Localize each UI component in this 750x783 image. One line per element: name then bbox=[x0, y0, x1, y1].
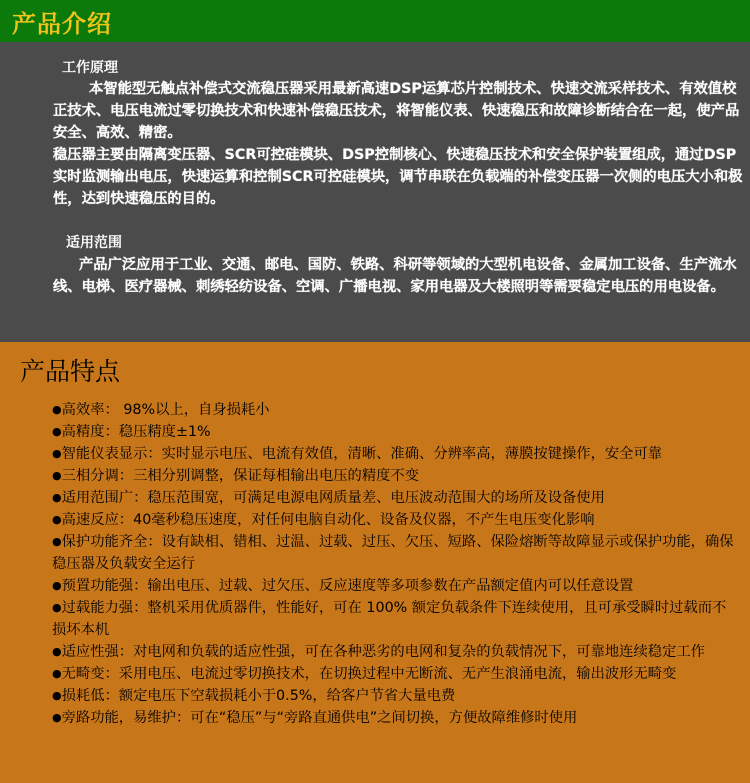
bullet-icon: ● bbox=[52, 579, 62, 592]
feature-item bbox=[52, 575, 738, 597]
feature-text: 高速反应：40毫秒稳压速度，对任何电脑自动化、设备及仪器，不产生电压变化影响 bbox=[61, 512, 595, 528]
feature-item bbox=[52, 465, 738, 487]
page-title: 产品介绍 bbox=[12, 10, 112, 38]
bullet-icon: ● bbox=[52, 425, 62, 438]
bullet-icon: ● bbox=[52, 535, 62, 548]
header-bar bbox=[0, 0, 750, 42]
bullet-icon: ● bbox=[52, 403, 62, 416]
feature-item bbox=[52, 531, 738, 575]
scope-paragraph: 产品广泛应用于工业、交通、邮电、国防、铁路、科研等领域的大型机电设备、金属加工设备、生产流水线、电梯、医疗器械、刺绣轻纺设备、空调、广播电视、家用电器及大楼照明等需要稳定电压的用电设备。 bbox=[53, 257, 737, 295]
features-title: 产品特点 bbox=[20, 357, 121, 386]
bullet-icon: ● bbox=[52, 601, 62, 614]
bullet-icon: ● bbox=[52, 689, 62, 702]
feature-item bbox=[52, 641, 738, 663]
feature-text: 损耗低：额定电压下空载损耗小于0.5%，给客户节省大量电费 bbox=[61, 688, 456, 704]
feature-text: 三相分调：三相分别调整，保证每相输出电压的精度不变 bbox=[61, 468, 420, 484]
bullet-icon: ● bbox=[52, 667, 62, 680]
feature-item bbox=[52, 509, 738, 531]
principle-heading: 工作原理 bbox=[62, 60, 118, 76]
feature-item bbox=[52, 443, 738, 465]
bullet-icon: ● bbox=[52, 447, 62, 460]
feature-item bbox=[52, 707, 738, 729]
feature-text: 适应性强：对电网和负载的适应性强，可在各种恶劣的电网和复杂的负载情况下，可靠地连续稳定工作 bbox=[61, 644, 705, 660]
feature-item bbox=[52, 597, 738, 641]
feature-item bbox=[52, 663, 738, 685]
feature-text: 高效率： 98%以上，自身损耗小 bbox=[61, 402, 270, 418]
bullet-icon: ● bbox=[52, 711, 62, 724]
feature-text: 过载能力强：整机采用优质器件，性能好，可在 100% 额定负载条件下连续使用，且可承受瞬时过载而不损坏本机 bbox=[52, 600, 727, 638]
feature-list bbox=[52, 399, 738, 729]
feature-text: 适用范围广：稳压范围宽，可满足电源电网质量差、电压波动范围大的场所及设备使用 bbox=[61, 490, 605, 506]
feature-text: 高精度：稳压精度±1% bbox=[61, 424, 211, 440]
feature-item bbox=[52, 685, 738, 707]
feature-item bbox=[52, 421, 738, 443]
features-panel bbox=[0, 342, 750, 783]
bullet-icon: ● bbox=[52, 513, 62, 526]
feature-item bbox=[52, 399, 738, 421]
principle-paragraph-2: 稳压器主要由隔离变压器、SCR可控硅模块、DSP控制核心、快速稳压技术和安全保护装置组成，通过DSP实时监测输出电压，快速运算和控制SCR可控硅模块，调节串联在负载端的补偿变压器一次侧的电压大小和极性，达到快速稳压的目的。 bbox=[53, 147, 743, 207]
feature-text: 智能仪表显示：实时显示电压、电流有效值，清晰、准确、分辨率高，薄膜按键操作，安全可靠 bbox=[61, 446, 663, 462]
principle-paragraph-1: 本智能型无触点补偿式交流稳压器采用最新高速DSP运算芯片控制技术、快速交流采样技术、有效值校正技术、电压电流过零切换技术和快速补偿稳压技术，将智能仪表、快速稳压和故障诊断结合在一起，使产品安全、高效、精密。 bbox=[53, 81, 740, 141]
intro-panel bbox=[0, 42, 750, 342]
feature-text: 旁路功能，易维护：可在“稳压”与“旁路直通供电”之间切换，方便故障维修时使用 bbox=[61, 710, 578, 726]
scope-heading: 适用范围 bbox=[66, 235, 122, 251]
feature-text: 保护功能齐全：设有缺相、错相、过温、过载、过压、欠压、短路、保险熔断等故障显示或保护功能，确保稳压器及负载安全运行 bbox=[52, 534, 734, 572]
bullet-icon: ● bbox=[52, 469, 62, 482]
feature-text: 无畸变：采用电压、电流过零切换技术，在切换过程中无断流、无产生浪涌电流，输出波形无畸变 bbox=[61, 666, 677, 682]
bullet-icon: ● bbox=[52, 491, 62, 504]
bullet-icon: ● bbox=[52, 645, 62, 658]
feature-text: 预置功能强：输出电压、过载、过欠压、反应速度等多项参数在产品额定值内可以任意设置 bbox=[61, 578, 634, 594]
feature-item bbox=[52, 487, 738, 509]
